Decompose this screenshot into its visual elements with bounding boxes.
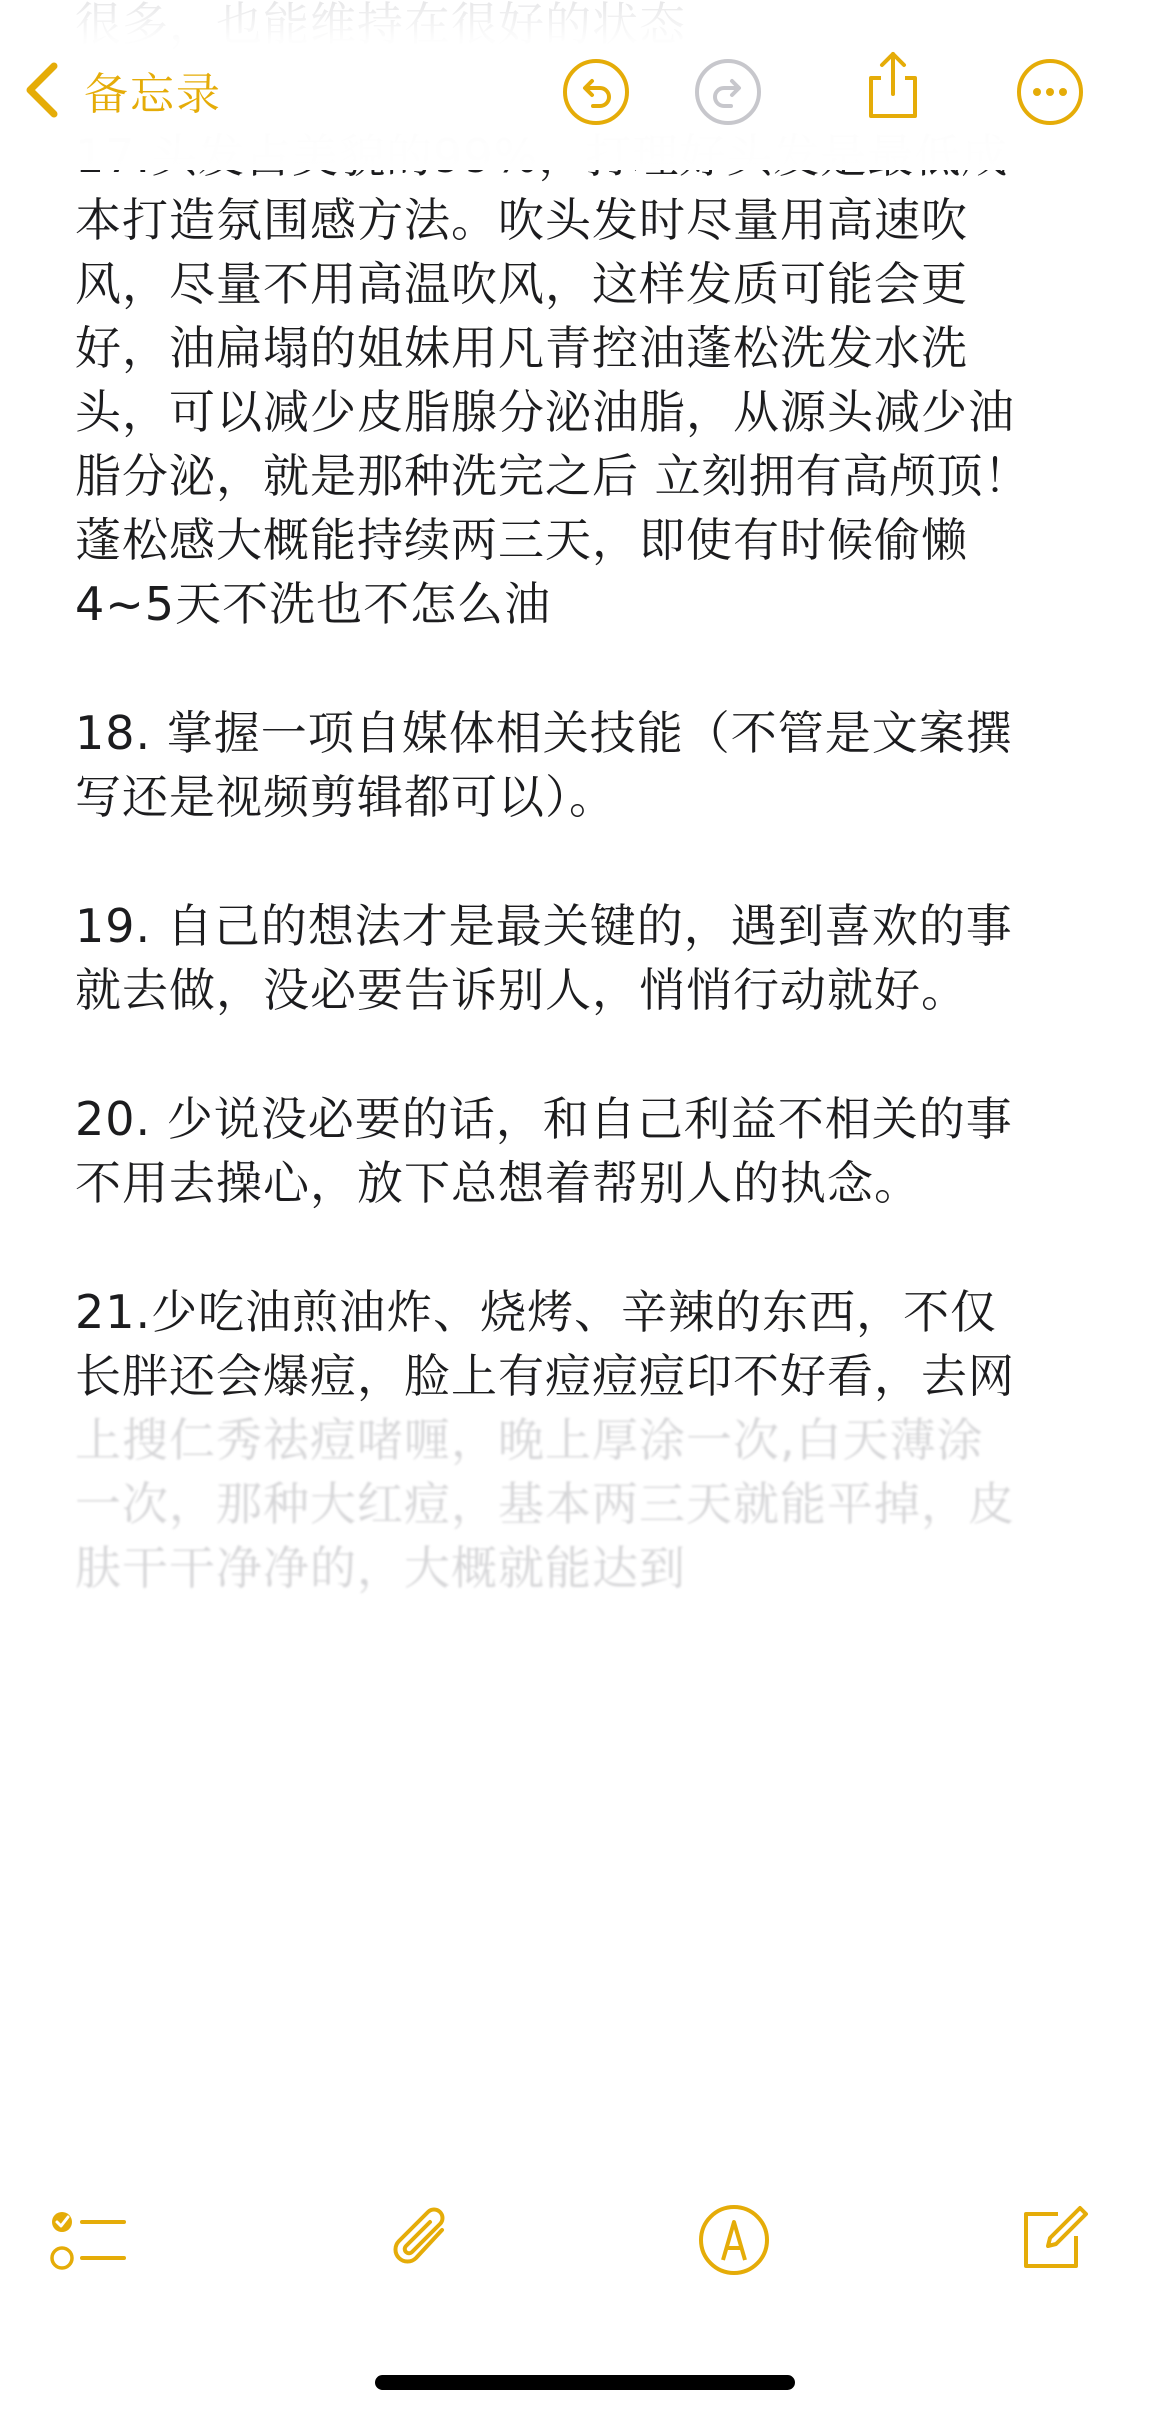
note-line: 脂分泌，就是那种洗完之后 立刻拥有高颅顶！	[75, 449, 1031, 503]
note-line: 本打造氛围感方法。吹头发时尽量用高速吹	[75, 193, 968, 247]
note-line: 21.少吃油煎油炸、烧烤、辛辣的东西，不仅	[75, 1285, 998, 1339]
note-bottom-fragment: 上搜仁秀祛痘啫喱，晚上厚涂一次,白天薄涂	[75, 1413, 984, 1467]
note-bottom-fragment: 一次，那种大红痘，基本两三天就能平掉，皮	[75, 1477, 1015, 1531]
note-line: 写还是视频剪辑都可以）。	[75, 770, 616, 824]
note-line: 好，油扁塌的姐妹用凡青控油蓬松洗发水洗	[75, 321, 968, 375]
back-button[interactable]	[22, 58, 222, 122]
chevron-left-icon	[22, 60, 62, 120]
markup-pen-icon	[694, 2200, 774, 2280]
note-line: 就去做，没必要告诉别人，悄悄行动就好。	[75, 963, 968, 1017]
more-button[interactable]	[1014, 56, 1086, 128]
redo-icon	[692, 56, 764, 128]
paperclip-icon	[384, 2200, 464, 2280]
redo-button[interactable]	[692, 56, 764, 128]
checklist-button[interactable]	[48, 2202, 128, 2282]
markup-button[interactable]	[694, 2200, 774, 2280]
compose-button[interactable]	[1014, 2200, 1094, 2280]
note-line: 18. 掌握一项自媒体相关技能（不管是文案撰	[75, 706, 1013, 760]
share-icon	[857, 48, 929, 120]
back-label: 备忘录	[84, 69, 222, 120]
attach-button[interactable]	[384, 2200, 464, 2280]
home-indicator	[375, 2375, 795, 2390]
note-line: 19. 自己的想法才是最关键的，遇到喜欢的事	[75, 899, 1013, 953]
note-line: 20. 少说没必要的话，和自己利益不相关的事	[75, 1092, 1013, 1146]
compose-icon	[1014, 2200, 1094, 2280]
note-line: 蓬松感大概能持续两三天，即使有时候偷懒	[75, 513, 968, 567]
note-bottom-fragment: 肤干干净净的，大概就能达到	[75, 1541, 686, 1595]
undo-button[interactable]	[560, 56, 632, 128]
note-line: 长胖还会爆痘，脸上有痘痘痘印不好看，去网	[75, 1349, 1015, 1403]
note-line: 不用去操心，放下总想着帮别人的执念。	[75, 1156, 921, 1210]
note-line: 风，尽量不用高温吹风，这样发质可能会更	[75, 257, 968, 311]
share-button[interactable]	[857, 48, 929, 120]
more-icon	[1014, 56, 1086, 128]
note-line: 4~5天不洗也不怎么油	[75, 577, 552, 631]
undo-icon	[560, 56, 632, 128]
navigation-bar	[0, 0, 1170, 170]
note-line: 头，可以减少皮脂腺分泌油脂，从源头减少油	[75, 385, 1015, 439]
checklist-icon	[48, 2202, 128, 2282]
